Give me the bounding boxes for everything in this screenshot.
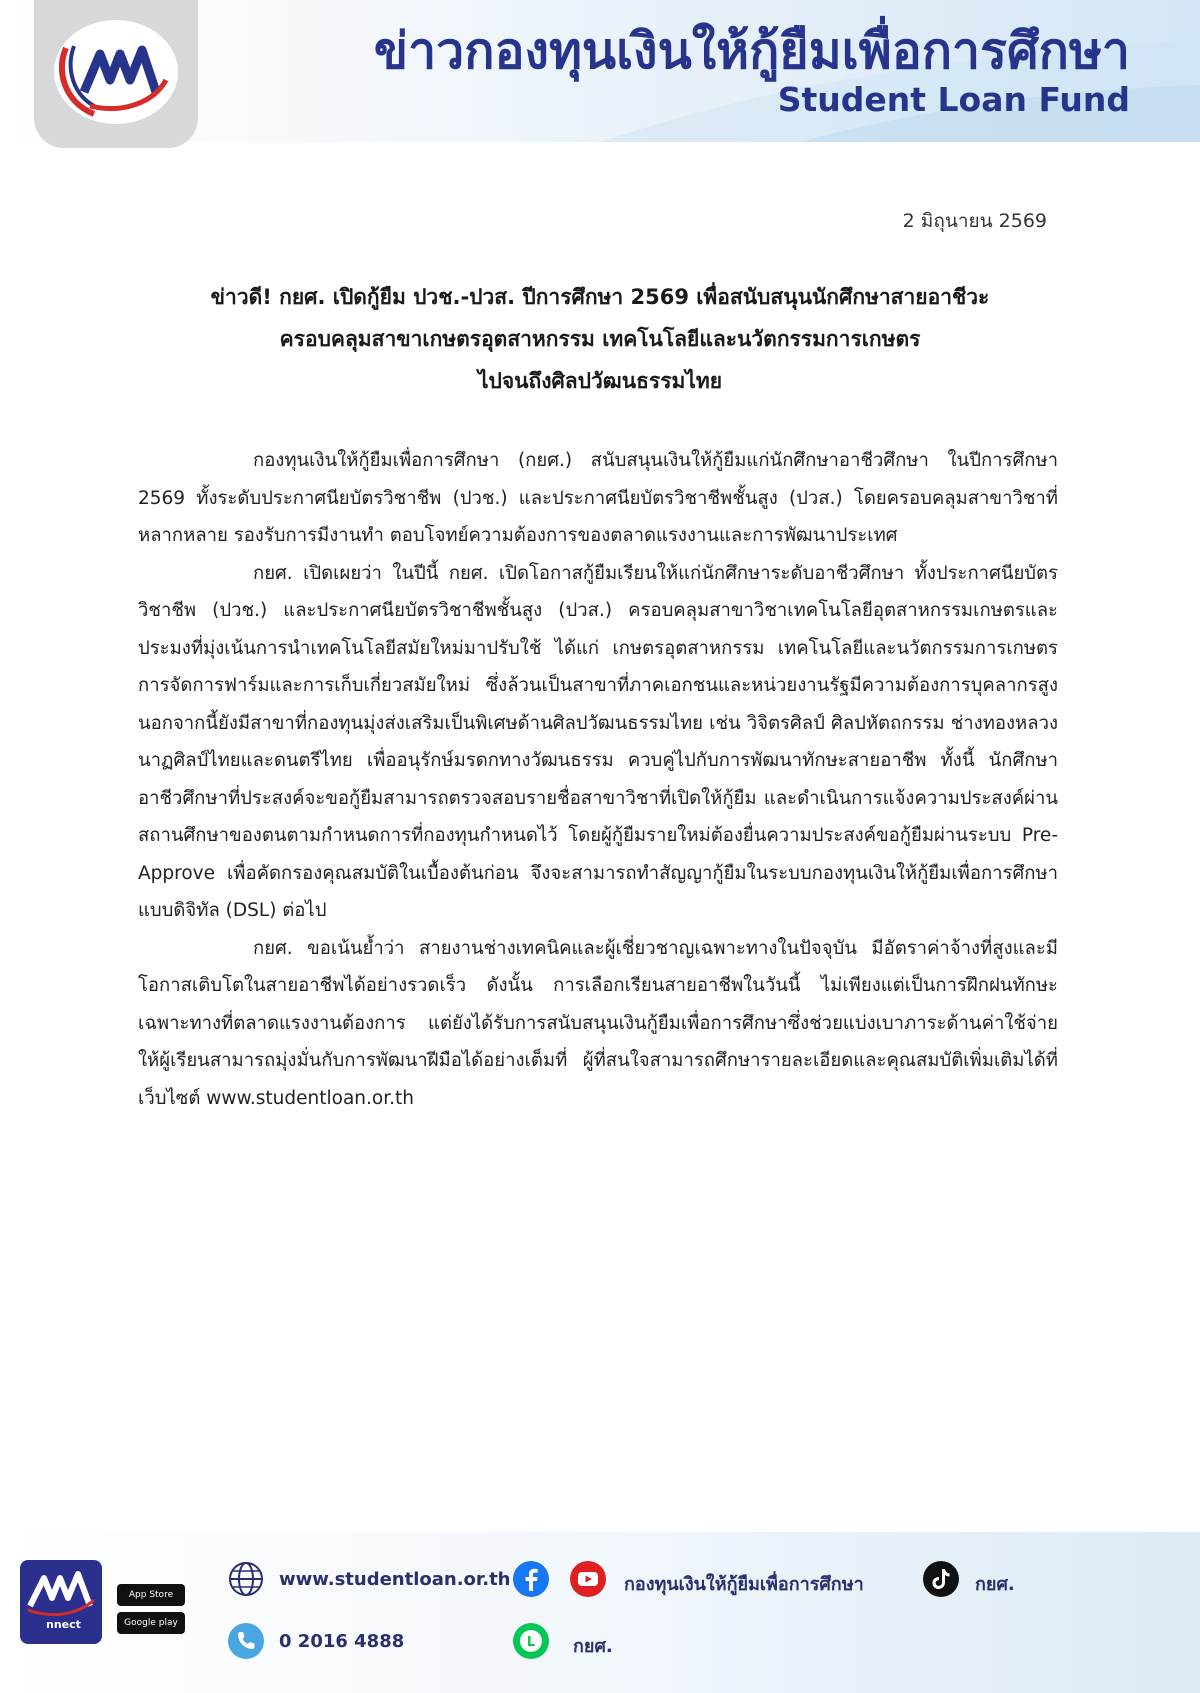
kyosor-connect-app-icon[interactable] (20, 1560, 102, 1644)
paragraph-3: กยศ. ขอเน้นย้ำว่า สายงานช่างเทคนิคและผู้เชี่ยวชาญเฉพาะทางในปัจจุบัน มีอัตราค่าจ้างที่สูงและมีโอกาสเติบโตในสายอาชีพได้อย่างรวดเร็ว ดังนั้น การเลือกเรียนสายอาชีพในวันนี้ ไม่เพียงแต่เป็นการฝึกฝนทักษะเฉพาะทางที่ตลาดแรงงานต้องการ แต่ยังได้รับการสนับสนุนเงินกู้ยืมเพื่อการศึกษาซึ่งช่วยแบ่งเบาภาระด้านค่าใช้จ่ายให้ผู้เรียนสามารถมุ่งมั่นกับการพัฒนาฝีมือได้อย่างเต็มที่ ผู้ที่สนใจสามารถศึกษารายละเอียดและคุณสมบัติเพิ่มเติมได้ที่เว็บไซต์ www.studentloan.or.th (138, 937, 1058, 1109)
headline-line-2: ครอบคลุมสาขาเกษตรอุตสาหกรรม เทคโนโลยีและนวัตกรรมการเกษตร (279, 327, 921, 351)
footer-line-name[interactable]: กยศ. (573, 1636, 613, 1657)
footer-phone-number[interactable]: 0 2016 4888 (279, 1631, 405, 1652)
header-title: ข่าวกองทุนเงินให้กู้ยืมเพื่อการศึกษา (373, 22, 1130, 80)
logo-tab (34, 0, 198, 148)
release-date: 2 มิถุนายน 2569 (902, 210, 1047, 232)
kyosor-logo-icon (44, 10, 188, 132)
footer-social-name[interactable]: กองทุนเงินให้กู้ยืมเพื่อการศึกษา (624, 1574, 864, 1595)
facebook-icon[interactable] (512, 1560, 550, 1598)
footer (0, 1532, 1200, 1693)
svg-text:L: L (526, 1635, 536, 1650)
app-store-badge[interactable]: App Store (117, 1584, 185, 1606)
youtube-icon[interactable] (569, 1560, 607, 1598)
header-banner (0, 0, 1200, 142)
line-icon[interactable] (512, 1622, 550, 1660)
body-content (138, 442, 1058, 1117)
phone-icon (227, 1622, 265, 1660)
tiktok-icon[interactable] (922, 1560, 960, 1598)
app-logo-mark-icon (20, 1560, 102, 1644)
headline-line-3: ไปจนถึงศิลปวัฒนธรรมไทย (477, 369, 723, 393)
globe-icon (227, 1560, 265, 1598)
header-subtitle: Student Loan Fund (777, 80, 1130, 119)
google-play-badge[interactable]: Google play (117, 1612, 185, 1634)
headline (120, 276, 1080, 402)
app-logo-label: nnect (46, 1618, 81, 1631)
paragraph-2: กยศ. เปิดเผยว่า ในปีนี้ กยศ. เปิดโอกาสกู้ยืมเรียนให้แก่นักศึกษาระดับอาชีวศึกษา ทั้งประกาศนียบัตรวิชาชีพ (ปวช.) และประกาศนียบัตรวิชาชีพชั้นสูง (ปวส.) ครอบคลุมสาขาวิชาเทคโนโลยีอุตสาหกรรมเกษตรและประมงที่มุ่งเน้นการนำเทคโนโลยีสมัยใหม่มาปรับใช้ ได้แก่ เกษตรอุตสาหกรรม เทคโนโลยีและนวัตกรรมการเกษตร การจัดการฟาร์มและการเก็บเกี่ยวสมัยใหม่ ซึ่งล้วนเป็นสาขาที่ภาคเอกชนและหน่วยงานรัฐมีความต้องการบุคลากรสูง นอกจากนี้ยังมีสาขาที่กองทุนมุ่งส่งเสริมเป็นพิเศษด้านศิลปวัฒนธรรมไทย เช่น วิจิตรศิลป์ ศิลปหัตถกรรม ช่างทองหลวง นาฏศิลป์ไทยและดนตรีไทย เพื่ออนุรักษ์มรดกทางวัฒนธรรม ควบคู่ไปกับการพัฒนาทักษะสายอาชีพ ทั้งนี้ นักศึกษาอาชีวศึกษาที่ประสงค์จะขอกู้ยืมสามารถตรวจสอบรายชื่อสาขาวิชาที่เปิดให้กู้ยืม และดำเนินการแจ้งความประสงค์ผ่านสถานศึกษาของตนตามกำหนดการที่กองทุนกำหนดไว้ โดยผู้กู้ยืมรายใหม่ต้องยื่นความประสงค์ขอกู้ยืมผ่านระบบ Pre-Approve เพื่อคัดกรองคุณสมบัติในเบื้องต้นก่อน จึงจะสามารถทำสัญญากู้ยืมในระบบกองทุนเงินให้กู้ยืมเพื่อการศึกษาแบบดิจิทัล (DSL) ต่อไป (138, 562, 1058, 921)
paragraph-1: กองทุนเงินให้กู้ยืมเพื่อการศึกษา (กยศ.) สนับสนุนเงินให้กู้ยืมแก่นักศึกษาอาชีวศึกษา ในปีการศึกษา 2569 ทั้งระดับประกาศนียบัตรวิชาชีพ (ปวช.) และประกาศนียบัตรวิชาชีพชั้นสูง (ปวส.) โดยครอบคลุมสาขาวิชาที่หลากหลาย รองรับการมีงานทำ ตอบโจทย์ความต้องการของตลาดแรงงานและการพัฒนาประเทศ (138, 450, 1058, 546)
footer-website-link[interactable]: www.studentloan.or.th (279, 1569, 511, 1590)
headline-line-1: ข่าวดี! กยศ. เปิดกู้ยืม ปวช.-ปวส. ปีการศึกษา 2569 เพื่อสนับสนุนนักศึกษาสายอาชีวะ (210, 285, 990, 309)
footer-tiktok-name[interactable]: กยศ. (975, 1574, 1015, 1595)
